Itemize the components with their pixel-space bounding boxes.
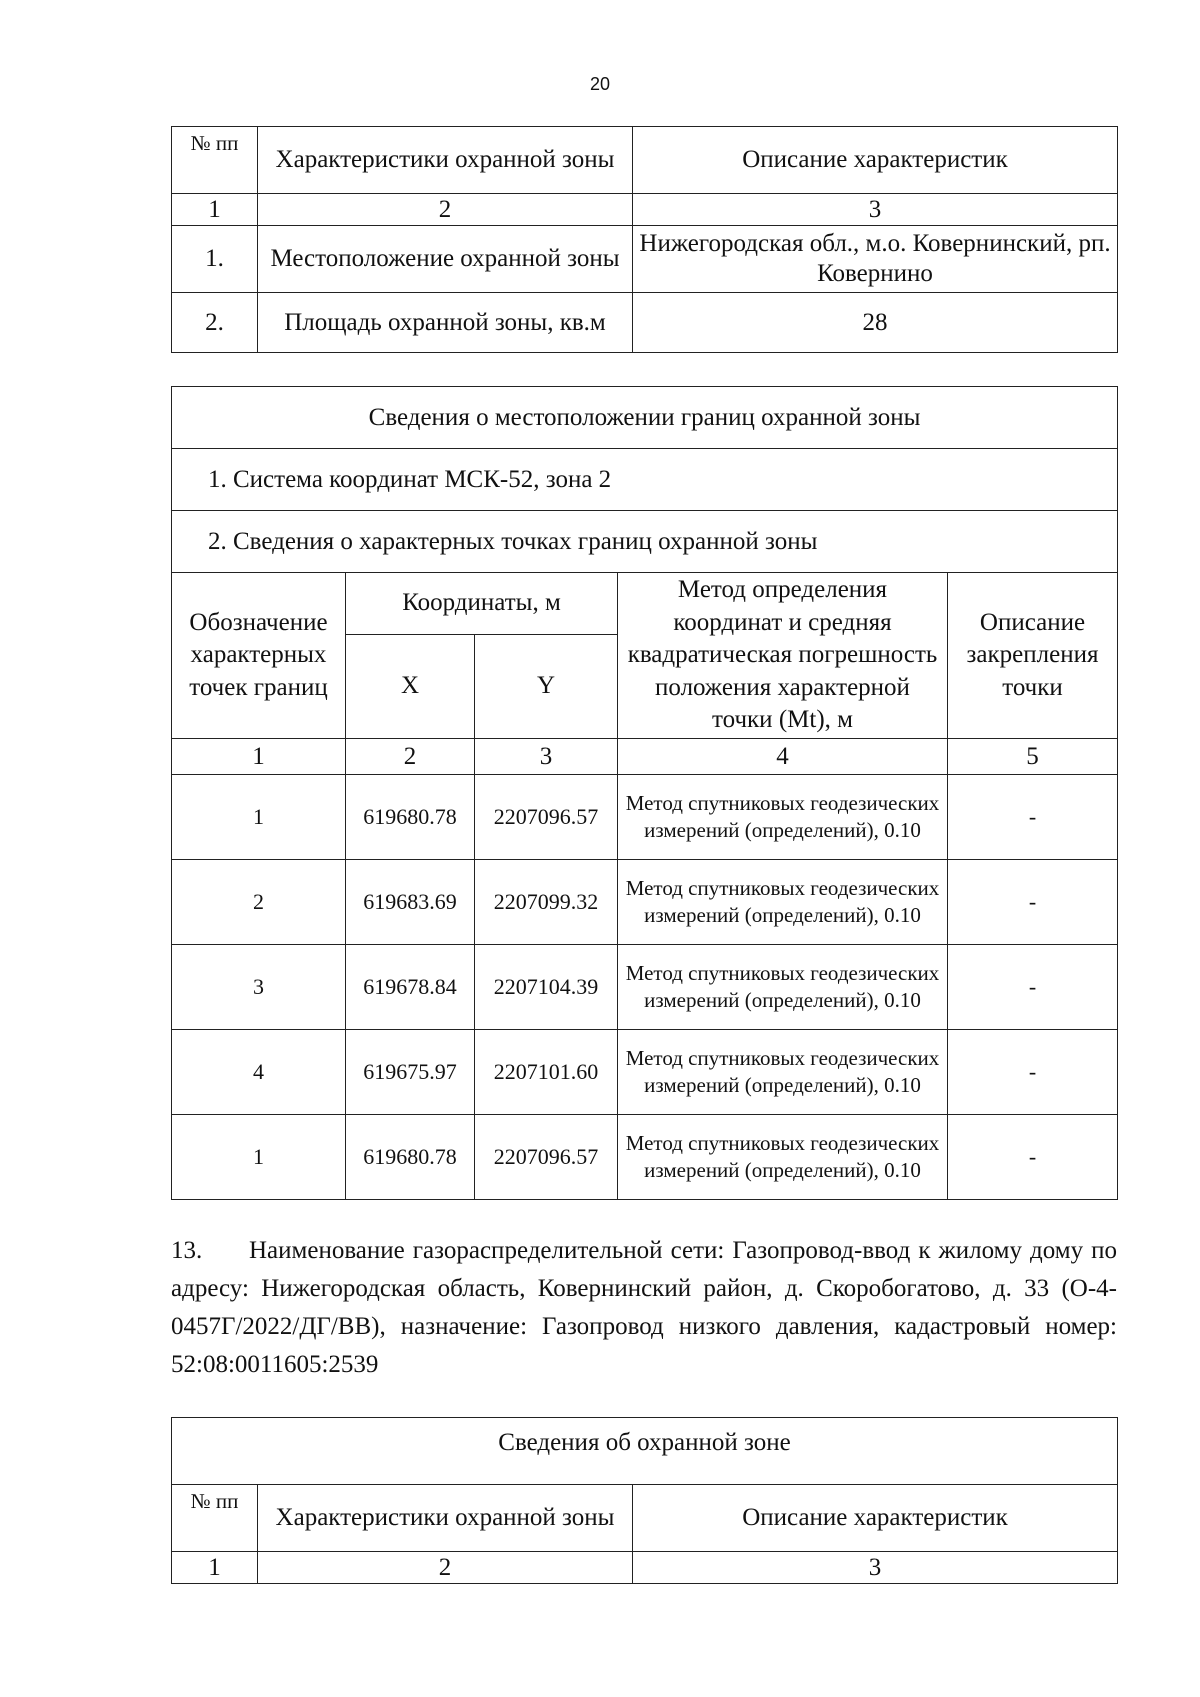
point-y: 2207099.32: [475, 860, 618, 945]
point-fixing: -: [948, 945, 1118, 1030]
point-method: Метод спутниковых геодезических измерений (определений), 0.10: [618, 775, 948, 860]
table-row: [172, 945, 1118, 1030]
index-cell: 3: [475, 739, 618, 775]
table-row: [172, 775, 1118, 860]
header-characteristics: Характеристики охранной зоны: [258, 127, 633, 194]
point-id: 3: [172, 945, 346, 1030]
index-cell: 2: [258, 1552, 633, 1584]
zone-characteristics-table: [171, 126, 1118, 353]
header-method: Метод определения координат и средняя квадратическая погрешность положения характерной точки (Mt), м: [618, 573, 948, 739]
header-number: № пп: [172, 1485, 258, 1552]
index-cell: 3: [633, 1552, 1118, 1584]
points-title: 2. Сведения о характерных точках границ охранной зоны: [172, 511, 1118, 573]
header-designation: Обозначение характерных точек границ: [172, 573, 346, 739]
index-cell: 2: [258, 194, 633, 226]
point-id: 1: [172, 775, 346, 860]
table-row: [172, 1115, 1118, 1200]
header-fixing: Описание закрепления точки: [948, 573, 1118, 739]
page-number: 20: [589, 74, 611, 94]
header-characteristics: Характеристики охранной зоны: [258, 1485, 633, 1552]
section-13-paragraph: [171, 1232, 1117, 1384]
point-id: 1: [172, 1115, 346, 1200]
table-row: [172, 293, 1118, 353]
point-x: 619675.97: [346, 1030, 475, 1115]
index-cell: 3: [633, 194, 1118, 226]
header-description: Описание характеристик: [633, 127, 1118, 194]
point-y: 2207096.57: [475, 775, 618, 860]
point-fixing: -: [948, 1030, 1118, 1115]
point-x: 619678.84: [346, 945, 475, 1030]
row-value: 28: [633, 293, 1118, 353]
point-y: 2207101.60: [475, 1030, 618, 1115]
header-x: X: [346, 635, 475, 739]
boundary-points-table-header: [171, 386, 1118, 739]
index-cell: 1: [172, 739, 346, 775]
index-cell: 2: [346, 739, 475, 775]
section-text: Наименование газораспределительной сети: Газопровод-ввод к жилому дому по адресу: Нижегородская область, Ковернинский район, д. Скоробогатово, д. 33 (О-4-0457Г/2022/ДГ/ВВ), назначение: Газопровод низкого давления, кадастровый номер: 52:08:0011605:2539: [171, 1237, 1117, 1378]
index-cell: 1: [172, 1552, 258, 1584]
section-number: 13.: [171, 1237, 203, 1264]
index-cell: 4: [618, 739, 948, 775]
point-method: Метод спутниковых геодезических измерений (определений), 0.10: [618, 1115, 948, 1200]
point-x: 619680.78: [346, 1115, 475, 1200]
point-y: 2207104.39: [475, 945, 618, 1030]
table-row: [172, 860, 1118, 945]
table-row: [172, 226, 1118, 293]
index-cell: 1: [172, 194, 258, 226]
row-number: 2.: [172, 293, 258, 353]
point-fixing: -: [948, 860, 1118, 945]
boundary-points-table: [171, 738, 1118, 1200]
point-method: Метод спутниковых геодезических измерений (определений), 0.10: [618, 1030, 948, 1115]
table-row: [172, 1030, 1118, 1115]
point-fixing: -: [948, 775, 1118, 860]
point-id: 4: [172, 1030, 346, 1115]
point-fixing: -: [948, 1115, 1118, 1200]
index-cell: 5: [948, 739, 1118, 775]
point-method: Метод спутниковых геодезических измерений (определений), 0.10: [618, 860, 948, 945]
boundaries-title: Сведения о местоположении границ охранной зоны: [172, 387, 1118, 449]
header-coordinates: Координаты, м: [346, 573, 618, 635]
point-x: 619680.78: [346, 775, 475, 860]
point-x: 619683.69: [346, 860, 475, 945]
row-value: Нижегородская обл., м.о. Ковернинский, рп. Ковернино: [633, 226, 1118, 293]
header-number: № пп: [172, 127, 258, 194]
header-y: Y: [475, 635, 618, 739]
zone-info-title: Сведения об охранной зоне: [172, 1418, 1118, 1485]
row-characteristic: Площадь охранной зоны, кв.м: [258, 293, 633, 353]
row-number: 1.: [172, 226, 258, 293]
point-method: Метод спутниковых геодезических измерений (определений), 0.10: [618, 945, 948, 1030]
point-id: 2: [172, 860, 346, 945]
header-description: Описание характеристик: [633, 1485, 1118, 1552]
point-y: 2207096.57: [475, 1115, 618, 1200]
row-characteristic: Местоположение охранной зоны: [258, 226, 633, 293]
zone-info-table: [171, 1417, 1118, 1584]
coordinate-system: 1. Система координат МСК-52, зона 2: [172, 449, 1118, 511]
